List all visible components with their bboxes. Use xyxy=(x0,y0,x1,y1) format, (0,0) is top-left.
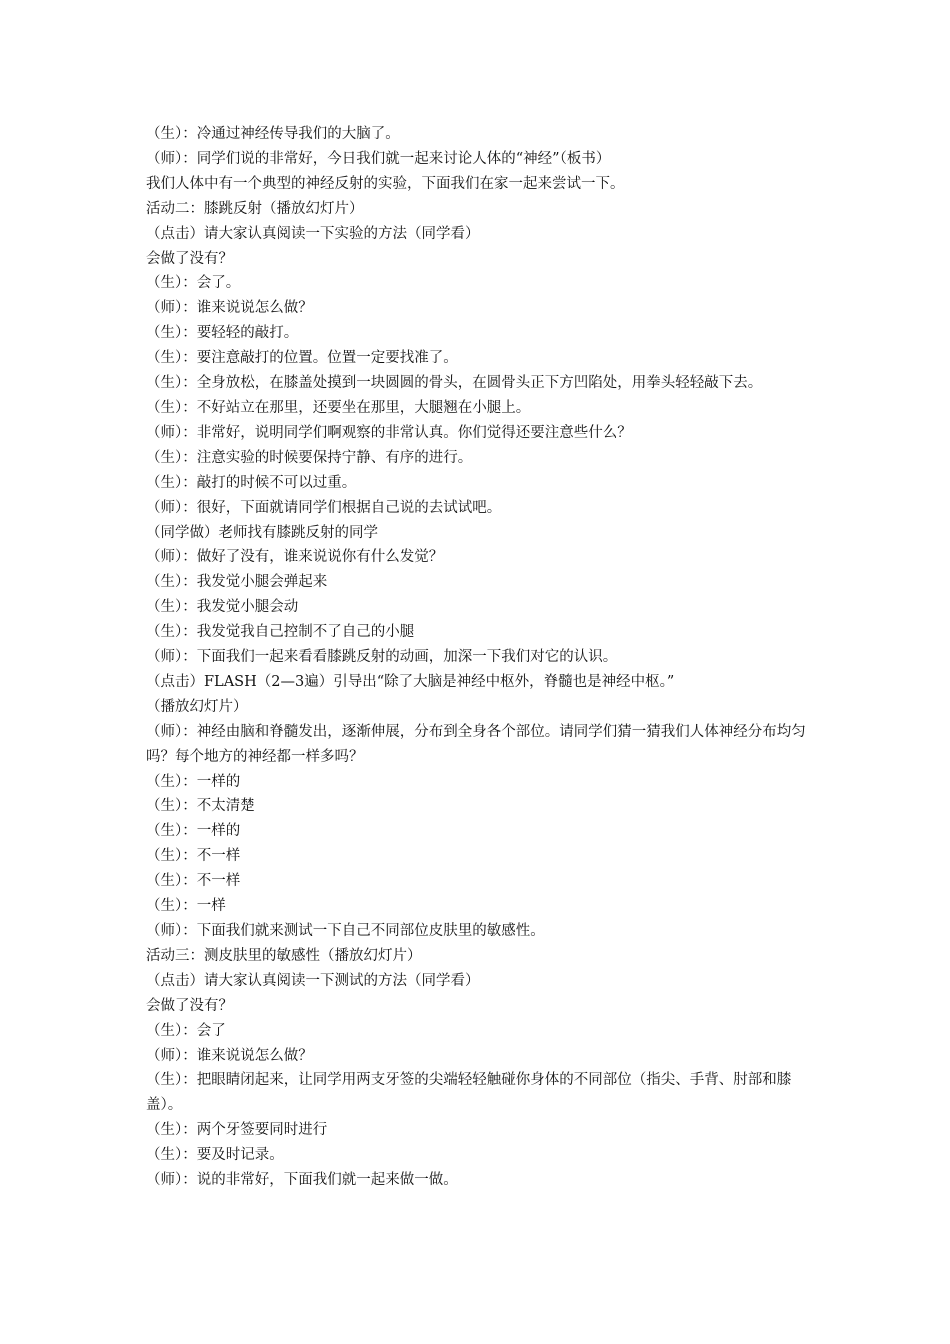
text-line: （生）：把眼睛闭起来，让同学用两支牙签的尖端轻轻触碰你身体的不同部位（指尖、手背、肘部和膝盖）。 xyxy=(146,1072,792,1114)
text-line: （生）：一样 xyxy=(146,898,226,915)
text-line: （生）：不一样 xyxy=(146,873,241,890)
text-line: （播放幻灯片） xyxy=(146,698,248,715)
text-line: （生）：不好站立在那里，还要坐在那里，大腿翘在小腿上。 xyxy=(146,399,531,416)
text-line: （点击）FLASH（2—3遍）引导出“除了大脑是神经中枢外，脊髓也是神经中枢。” xyxy=(146,673,675,690)
text-line: （点击）请大家认真阅读一下实验的方法（同学看） xyxy=(146,225,480,242)
text-line: （生）：会了 xyxy=(146,1022,226,1039)
text-line: （师）：下面我们一起来看看膝跳反射的动画，加深一下我们对它的认识。 xyxy=(146,649,618,666)
text-line: （同学做）老师找有膝跳反射的同学 xyxy=(146,524,378,541)
text-line: （生）：要轻轻的敲打。 xyxy=(146,325,299,342)
text-line: （师）：做好了没有，谁来说说你有什么发觉？ xyxy=(146,549,444,566)
activity-heading: 活动二：膝跳反射（播放幻灯片） xyxy=(146,200,364,217)
text-line: （师）：神经由脑和脊髓发出，逐渐伸展，分布到全身各个部位。请同学们猜一猜我们人体神经分布均匀吗？每个地方的神经都一样多吗？ xyxy=(146,723,806,765)
text-line: 会做了没有？ xyxy=(146,997,233,1014)
text-line: （师）：非常好，说明同学们啊观察的非常认真。你们觉得还要注意些什么？ xyxy=(146,424,632,441)
text-line: 会做了没有？ xyxy=(146,250,233,267)
text-line: （生）：一样的 xyxy=(146,773,241,790)
text-line: （师）：说的非常好，下面我们就一起来做一做。 xyxy=(146,1172,458,1189)
text-line: （生）：两个牙签要同时进行 xyxy=(146,1122,328,1139)
text-line: （生）：冷通过神经传导我们的大脑了。 xyxy=(146,126,400,142)
text-line: （点击）请大家认真阅读一下测试的方法（同学看） xyxy=(146,972,480,989)
text-line: （师）：谁来说说怎么做？ xyxy=(146,1047,313,1064)
text-line: （生）：我发觉小腿会动 xyxy=(146,599,299,616)
text-line: （师）：同学们说的非常好，今日我们就一起来讨论人体的“神经”（板书） xyxy=(146,150,611,167)
text-line: （师）：很好，下面就请同学们根据自己说的去试试吧。 xyxy=(146,499,502,516)
text-line: （生）：注意实验的时候要保持宁静、有序的进行。 xyxy=(146,449,473,466)
text-line: （生）：一样的 xyxy=(146,823,241,840)
text-line: （师）：下面我们就来测试一下自己不同部位皮肤里的敏感性。 xyxy=(146,923,545,939)
text-line: （生）：不太清楚 xyxy=(146,798,255,815)
text-line: （生）：我发觉我自己控制不了自己的小腿 xyxy=(146,624,415,641)
text-line: （生）：我发觉小腿会弹起来 xyxy=(146,574,328,591)
text-line: （生）：会了。 xyxy=(146,275,241,292)
text-line: （生）：要及时记录。 xyxy=(146,1147,284,1164)
text-line: （生）：敲打的时候不可以过重。 xyxy=(146,474,357,491)
document-page xyxy=(146,122,812,1193)
activity-heading: 活动三：测皮肤里的敏感性（播放幻灯片） xyxy=(146,947,422,964)
text-line: 我们人体中有一个典型的神经反射的实验，下面我们在家一起来尝试一下。 xyxy=(146,175,625,192)
text-line: （生）：全身放松，在膝盖处摸到一块圆圆的骨头，在圆骨头正下方凹陷处，用拳头轻轻敲下去。 xyxy=(146,375,763,392)
text-line: （生）：不一样 xyxy=(146,848,241,865)
text-line: （师）：谁来说说怎么做？ xyxy=(146,300,313,317)
text-line: （生）：要注意敲打的位置。位置一定要找准了。 xyxy=(146,350,458,367)
